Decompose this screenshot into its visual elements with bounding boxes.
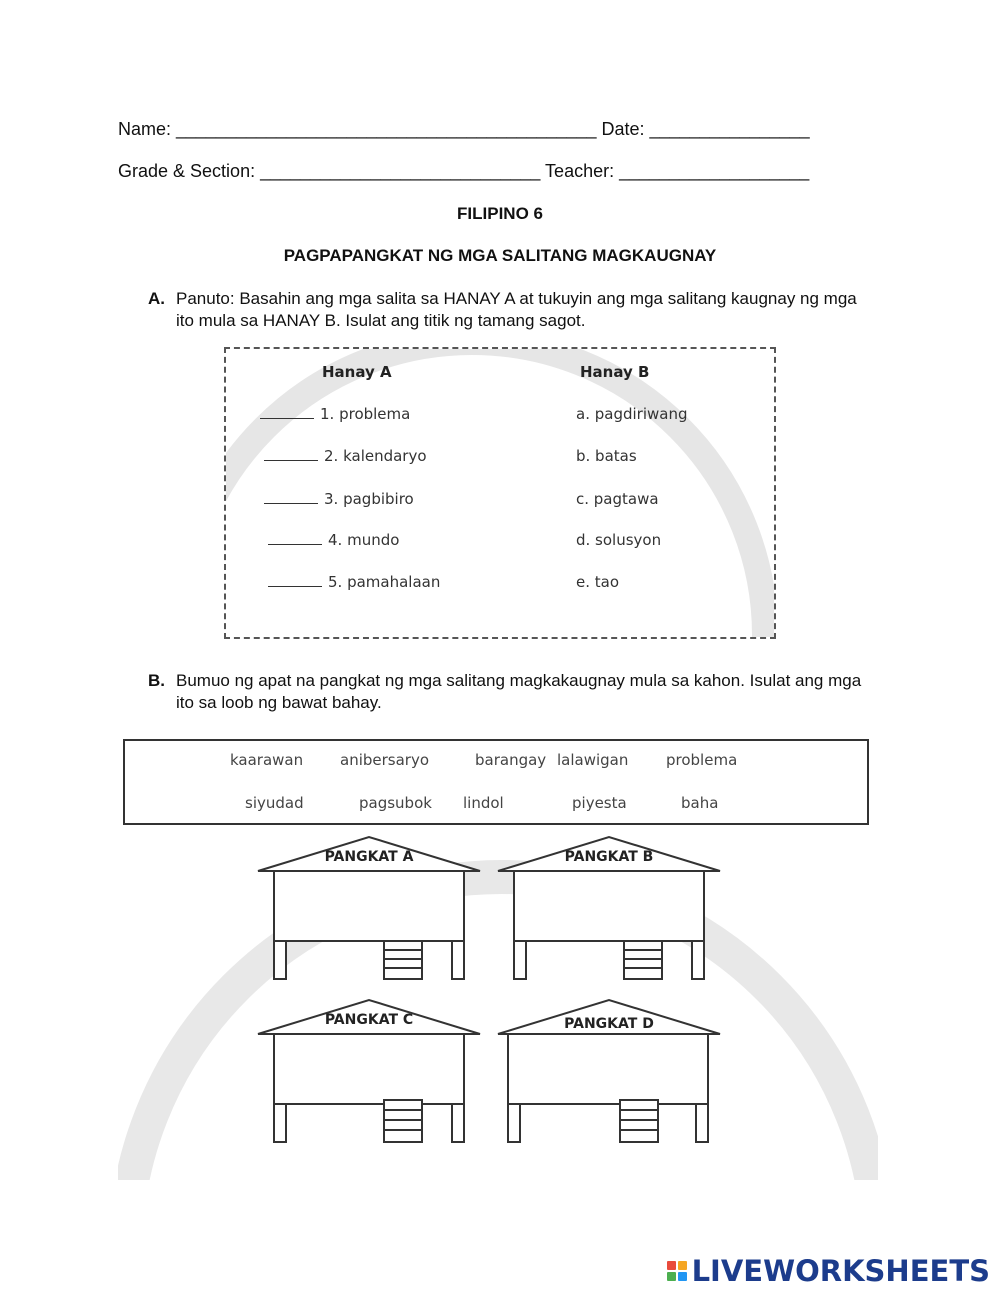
section-b-text: Bumuo ng apat na pangkat ng mga salitang magkakaugnay mula sa kahon. Isulat ang mga ito sa loob ng bawat bahay. [176, 671, 862, 712]
house-label: PANGKAT B [564, 849, 654, 865]
name-date-line: Name: __________________________________________ Date: ________________ [118, 119, 810, 139]
hanay-b-item: c. pagtawa [576, 490, 659, 508]
word-bank-item: kaarawan [230, 751, 304, 769]
word-bank-item: anibersaryo [340, 751, 430, 769]
house-label: PANGKAT C [324, 1012, 414, 1028]
hanay-a-item: 5. pamahalaan [268, 573, 440, 591]
house-pangkat-c[interactable] [256, 998, 482, 1143]
answer-blank[interactable] [260, 406, 314, 419]
word-bank-item: lindol [463, 794, 504, 812]
house-pangkat-a[interactable] [256, 835, 482, 980]
answer-blank[interactable] [264, 448, 318, 461]
hanay-a-title: Hanay A [322, 363, 392, 381]
house-pangkat-b[interactable] [496, 835, 722, 980]
word-bank-item: barangay [475, 751, 547, 769]
hanay-a-item: 3. pagbibiro [264, 490, 414, 508]
answer-blank[interactable] [264, 491, 318, 504]
answer-blank[interactable] [268, 532, 322, 545]
page-title: PAGPAPANGKAT NG MGA SALITANG MAGKAUGNAY [283, 246, 717, 265]
grade-teacher-line: Grade & Section: ____________________________ Teacher: ___________________ [118, 161, 810, 181]
hanay-a-item: 1. problema [260, 405, 410, 423]
answer-blank[interactable] [268, 574, 322, 587]
word-bank-item: pagsubok [359, 794, 432, 812]
word-bank-box [123, 739, 869, 825]
logo-blocks-icon [667, 1261, 687, 1281]
hanay-a-item: 4. mundo [268, 531, 399, 549]
hanay-b-item: b. batas [576, 447, 637, 465]
logo-text: LIVEWORKSHEETS [691, 1254, 990, 1288]
section-b-instruction [148, 670, 868, 714]
section-a-letter: A. [148, 289, 165, 308]
house-pangkat-d[interactable] [496, 998, 722, 1143]
word-bank-item: piyesta [572, 794, 627, 812]
hanay-b-item: e. tao [576, 573, 620, 591]
hanay-a-item: 2. kalendaryo [264, 447, 427, 465]
word-bank-item: problema [666, 751, 738, 769]
matching-box [224, 347, 776, 639]
hanay-b-title: Hanay B [580, 363, 650, 381]
word-bank-item: baha [681, 794, 719, 812]
house-label: PANGKAT A [324, 849, 414, 865]
section-a-text: Panuto: Basahin ang mga salita sa HANAY A at tukuyin ang mga salitang kaugnay ng mga ito mula sa HANAY B. Isulat ang titik ng tamang sagot. [176, 289, 857, 330]
hanay-b-item: a. pagdiriwang [576, 405, 688, 423]
hanay-b-item: d. solusyon [576, 531, 662, 549]
section-a-instruction [148, 288, 868, 332]
word-bank-item: siyudad [245, 794, 304, 812]
word-bank-item: lalawigan [557, 751, 629, 769]
section-b-letter: B. [148, 671, 165, 690]
liveworksheets-logo[interactable] [667, 1254, 990, 1288]
house-label: PANGKAT D [564, 1016, 654, 1032]
subject-heading: FILIPINO 6 [457, 204, 543, 223]
